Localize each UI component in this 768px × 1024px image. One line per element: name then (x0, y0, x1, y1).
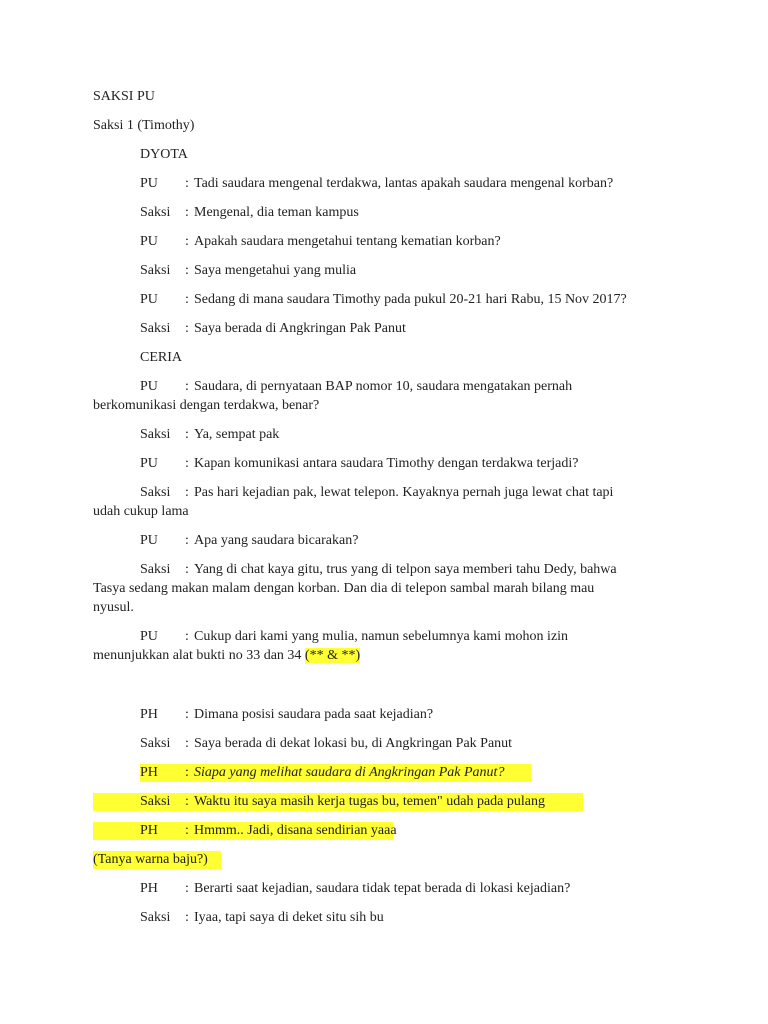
colon: : (185, 794, 189, 809)
dialogue-text: Siapa yang melihat saudara di Angkringan Pak Panut? (194, 765, 505, 780)
speaker-label: PU (140, 379, 158, 394)
note-text: (Tanya warna baju?) (93, 852, 208, 867)
colon: : (185, 263, 189, 278)
colon: : (185, 485, 189, 500)
section-heading-dyota: DYOTA (140, 147, 188, 162)
dialogue-text: Tadi saudara mengenal terdakwa, lantas apakah saudara mengenal korban? (194, 176, 614, 191)
speaker-label: Saksi (140, 263, 171, 278)
colon: : (185, 205, 189, 220)
speaker-label: PU (140, 629, 158, 644)
speaker-label: PU (140, 176, 158, 191)
speaker-label: PU (140, 234, 158, 249)
colon: : (185, 533, 189, 548)
speaker-label: Saksi (140, 562, 171, 577)
dialogue-text: Saya berada di Angkringan Pak Panut (194, 321, 406, 336)
colon: : (185, 427, 189, 442)
dialogue-text: Iyaa, tapi saya di deket situ sih bu (194, 910, 384, 925)
speaker-label: Saksi (140, 321, 171, 336)
dialogue-text: Yang di chat kaya gitu, trus yang di telpon saya memberi tahu Dedy, bahwa (194, 562, 617, 577)
speaker-label: Saksi (140, 910, 171, 925)
dialogue-text: Hmmm.. Jadi, disana sendirian yaaa (194, 823, 397, 838)
colon: : (185, 736, 189, 751)
dialogue-text: Dimana posisi saudara pada saat kejadian? (194, 707, 434, 722)
colon: : (185, 562, 189, 577)
section-heading-ceria: CERIA (140, 350, 182, 365)
colon: : (185, 629, 189, 644)
speaker-label: PU (140, 292, 158, 307)
speaker-label: Saksi (140, 427, 171, 442)
dialogue-text-fragment: menunjukkan alat bukti no 33 dan 34 (93, 648, 302, 663)
colon: : (185, 379, 189, 394)
dialogue-text: Berarti saat kejadian, saudara tidak tepat berada di lokasi kejadian? (194, 881, 571, 896)
dialogue-text: Ya, sempat pak (194, 427, 280, 442)
dialogue-text: Cukup dari kami yang mulia, namun sebelumnya kami mohon izin (194, 629, 569, 644)
colon: : (185, 910, 189, 925)
highlighted-text: (** & **) (304, 648, 361, 663)
colon: : (185, 292, 189, 307)
speaker-label: Saksi (140, 736, 171, 751)
speaker-label: Saksi (140, 485, 171, 500)
speaker-label: PU (140, 456, 158, 471)
colon: : (185, 765, 189, 780)
speaker-label: PH (140, 707, 158, 722)
dialogue-text: Saya berada di dekat lokasi bu, di Angkringan Pak Panut (194, 736, 513, 751)
speaker-label: PH (140, 765, 158, 780)
speaker-label: PH (140, 881, 158, 896)
colon: : (185, 321, 189, 336)
speaker-label: PU (140, 533, 158, 548)
dialogue-text: Mengenal, dia teman kampus (194, 205, 359, 220)
dialogue-text: Saudara, di pernyataan BAP nomor 10, saudara mengatakan pernah (194, 379, 573, 394)
colon: : (185, 456, 189, 471)
doc-title: SAKSI PU (93, 89, 155, 104)
colon: : (185, 823, 189, 838)
dialogue-text: Apakah saudara mengetahui tentang kematian korban? (194, 234, 501, 249)
dialogue-text: Pas hari kejadian pak, lewat telepon. Kayaknya pernah juga lewat chat tapi (194, 485, 614, 500)
dialogue-text: Waktu itu saya masih kerja tugas bu, temen" udah pada pulang (194, 794, 545, 809)
dialogue-text: Saya mengetahui yang mulia (194, 263, 357, 278)
colon: : (185, 176, 189, 191)
dialogue-text-continued: Tasya sedang makan malam dengan korban. Dan dia di telepon sambal marah bilang mau (93, 581, 595, 596)
speaker-label: Saksi (140, 205, 171, 220)
dialogue-text-continued: nyusul. (93, 600, 134, 615)
colon: : (185, 881, 189, 896)
dialogue-text-continued: udah cukup lama (93, 504, 189, 519)
speaker-label: Saksi (140, 794, 171, 809)
dialogue-text: Kapan komunikasi antara saudara Timothy dengan terdakwa terjadi? (194, 456, 579, 471)
speaker-label: PH (140, 823, 158, 838)
colon: : (185, 707, 189, 722)
dialogue-text: Sedang di mana saudara Timothy pada pukul 20-21 hari Rabu, 15 Nov 2017? (194, 292, 627, 307)
dialogue-text-continued: berkomunikasi dengan terdakwa, benar? (93, 398, 320, 413)
dialogue-text-continued (93, 647, 360, 665)
dialogue-text: Apa yang saudara bicarakan? (194, 533, 359, 548)
colon: : (185, 234, 189, 249)
doc-subtitle: Saksi 1 (Timothy) (93, 118, 195, 133)
